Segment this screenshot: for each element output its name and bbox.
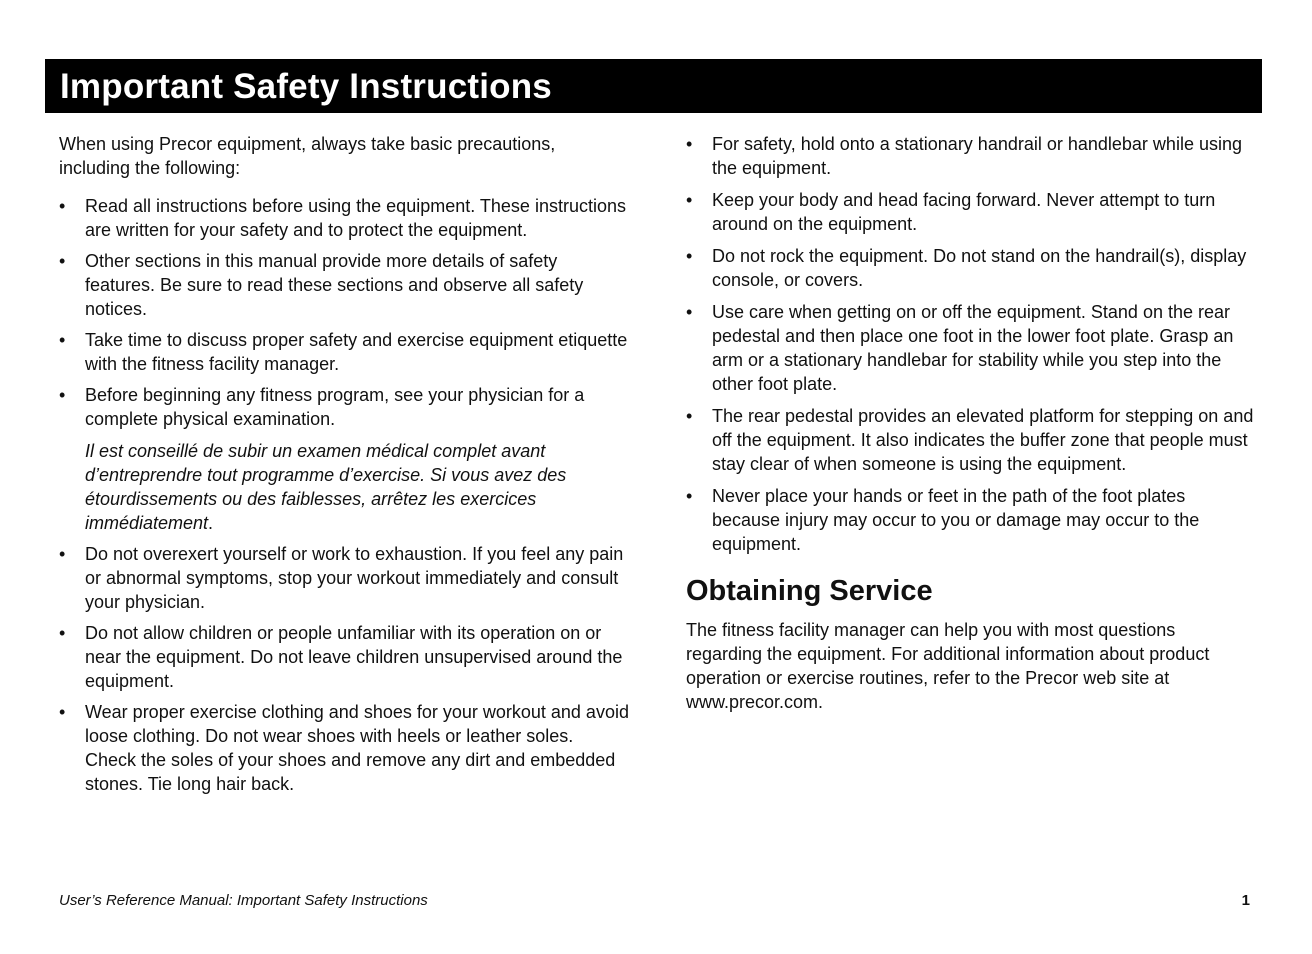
- left-column: [59, 132, 629, 803]
- bullet-icon: •: [686, 406, 693, 426]
- list-item-text: Do not overexert yourself or work to exhaustion. If you feel any pain or abnormal symptoms, stop your workout immediately and consult your physician.: [85, 544, 624, 612]
- bullet-icon: •: [59, 702, 66, 722]
- bullet-icon: •: [59, 251, 66, 271]
- left-bullet-list: [59, 194, 629, 796]
- footer-manual-title: User’s Reference Manual: Important Safety Instructions: [59, 892, 428, 909]
- section-heading-obtaining-service: Obtaining Service: [686, 575, 933, 607]
- bullet-icon: •: [686, 190, 693, 210]
- list-item-text: Use care when getting on or off the equipment. Stand on the rear pedestal and then place one foot in the lower foot plate. Grasp an arm or a stationary handlebar for stability while you step into the other foot plate.: [712, 302, 1234, 394]
- bullet-icon: •: [686, 302, 693, 322]
- right-column: [686, 132, 1256, 714]
- list-item: [686, 484, 1256, 556]
- right-bullet-list: [686, 132, 1256, 556]
- service-paragraph: The fitness facility manager can help you with most questions regarding the equipment. For additional information about product operation or exercise routines, refer to the Precor web site at www.precor.com.: [686, 620, 1210, 712]
- list-item: [59, 328, 629, 376]
- list-item-text: Do not allow children or people unfamiliar with its operation on or near the equipment. Do not leave children unsupervised around the equipment.: [85, 623, 623, 691]
- page-number: 1: [1241, 892, 1250, 909]
- list-item-text: The rear pedestal provides an elevated platform for stepping on and off the equipment. It also indicates the buffer zone that people must stay clear of when someone is using the equipment.: [712, 406, 1254, 474]
- bullet-icon: •: [59, 385, 66, 405]
- bullet-icon: •: [59, 623, 66, 643]
- bullet-icon: •: [686, 486, 693, 506]
- title-bar: [45, 59, 1262, 113]
- bullet-icon: •: [59, 330, 66, 350]
- list-item: [686, 244, 1256, 292]
- page-title: Important Safety Instructions: [60, 66, 552, 106]
- list-item-text: Take time to discuss proper safety and exercise equipment etiquette with the fitness facility manager.: [85, 330, 628, 374]
- list-item-text: Wear proper exercise clothing and shoes for your workout and avoid loose clothing. Do not wear shoes with heels or leather soles. Check the soles of your shoes and remove any dirt and embedded stones. Tie long hair back.: [85, 702, 629, 794]
- list-item: [59, 194, 629, 242]
- list-item: [686, 404, 1256, 476]
- french-note-text: Il est conseillé de subir un examen médical complet avant d’entreprendre tout programme d’exercise. Si vous avez des étourdissements ou des faiblesses, arrêtez les exercices immédiatement: [85, 441, 567, 533]
- list-item: [59, 542, 629, 614]
- list-item: [59, 621, 629, 693]
- bullet-icon: •: [59, 196, 66, 216]
- bullet-icon: •: [686, 246, 693, 266]
- french-note-period: .: [208, 513, 214, 533]
- bullet-icon: •: [59, 544, 66, 564]
- list-item-text: Read all instructions before using the equipment. These instructions are written for your safety and to protect the equipment.: [85, 196, 626, 240]
- list-item-text: Other sections in this manual provide more details of safety features. Be sure to read these sections and observe all safety notices.: [85, 251, 584, 319]
- list-item: [59, 700, 629, 796]
- list-item: [59, 249, 629, 321]
- list-item-text: Before beginning any fitness program, see your physician for a complete physical examination.: [85, 385, 585, 429]
- intro-paragraph: When using Precor equipment, always take basic precautions, including the following:: [59, 134, 556, 178]
- list-item-text: For safety, hold onto a stationary handrail or handlebar while using the equipment.: [712, 134, 1242, 178]
- list-item: [686, 132, 1256, 180]
- list-item-text: Do not rock the equipment. Do not stand on the handrail(s), display console, or covers.: [712, 246, 1247, 290]
- list-item: [59, 383, 629, 535]
- list-item: [686, 300, 1256, 396]
- list-item-text: Never place your hands or feet in the path of the foot plates because injury may occur to you or damage may occur to the equipment.: [712, 486, 1200, 554]
- list-item-text: Keep your body and head facing forward. Never attempt to turn around on the equipment.: [712, 190, 1216, 234]
- list-item: [686, 188, 1256, 236]
- bullet-icon: •: [686, 134, 693, 154]
- french-medical-note: [85, 439, 629, 535]
